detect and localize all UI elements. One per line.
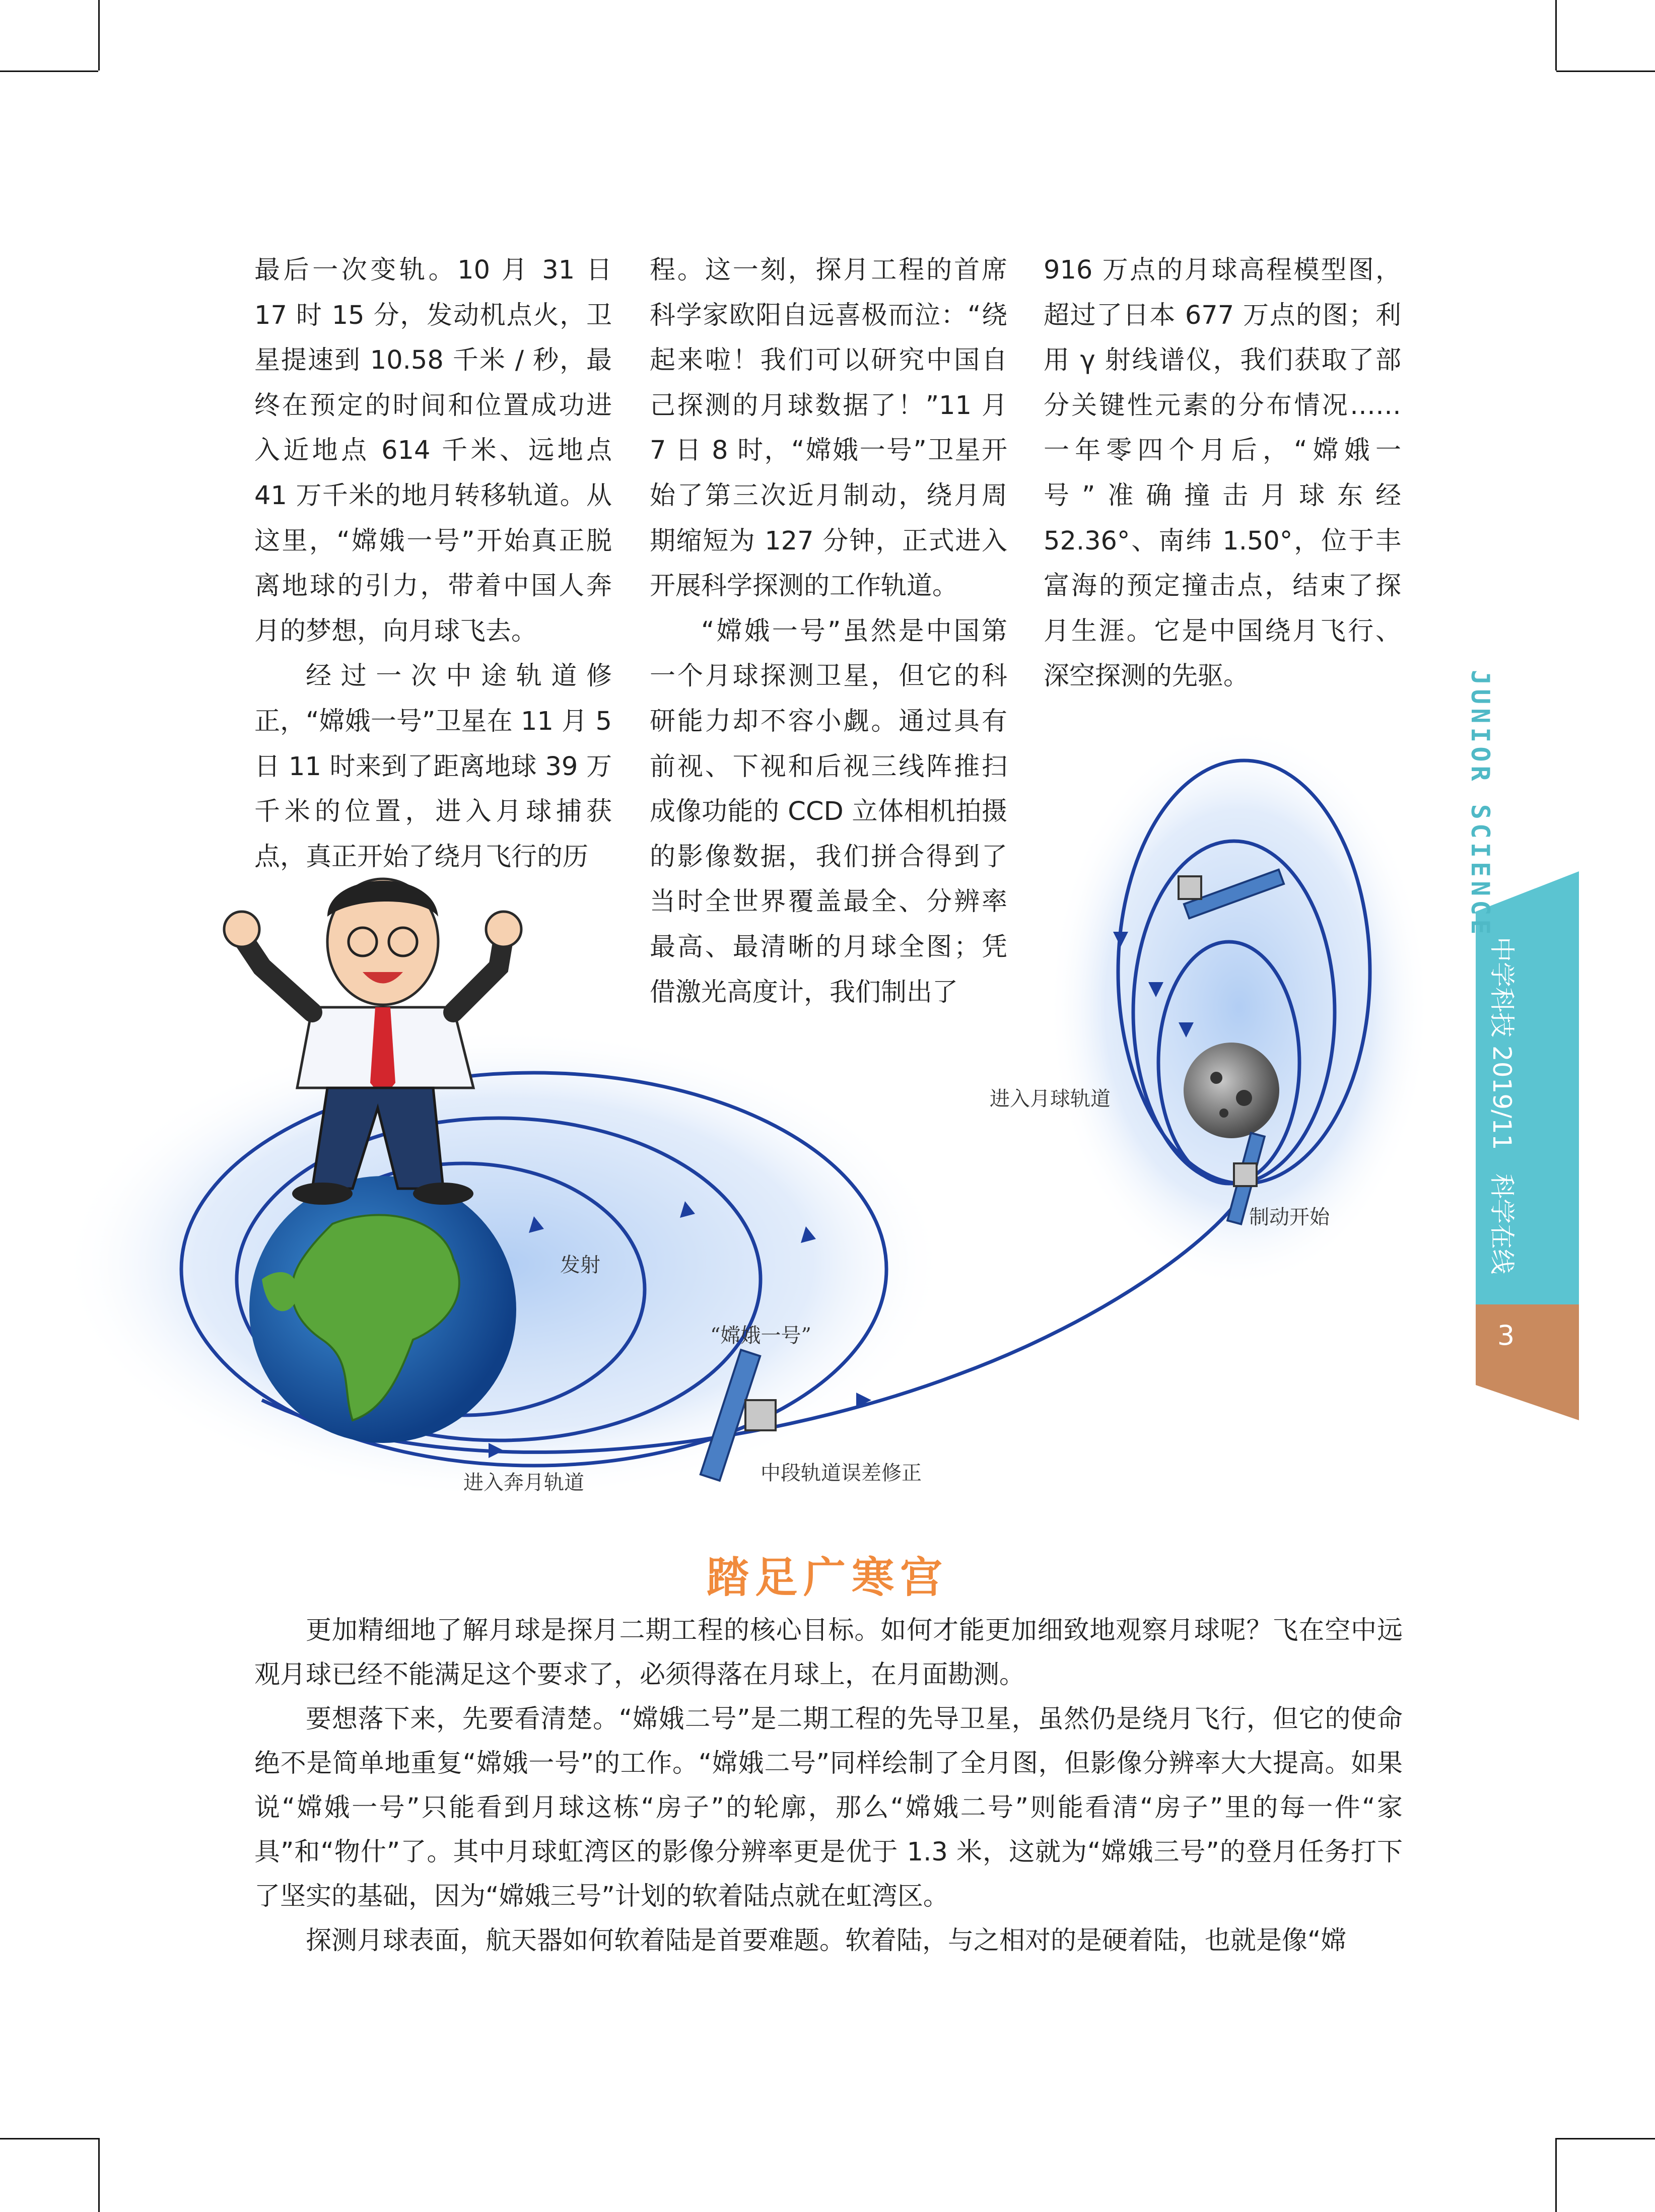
caption-midcourse: 中段轨道误差修正 bbox=[761, 1462, 922, 1485]
paragraph: “嫦娥一号”虽然是中国第一个月球探测卫星，但它的科研能力却不容小觑。通过具有前视、下视和后视三线阵推扫成像功能的 CCD 立体相机拍摄的影像数据，我们拼合得到了当时全世界覆盖最全、分辨率最高、最清晰的月球全图；凭借激光高度计，我们制出了 bbox=[650, 616, 1007, 1007]
paragraph: 程。这一刻，探月工程的首席科学家欧阳自远喜极而泣：“绕起来啦！我们可以研究中国自己探测的月球数据了！”11 月 7 日 8 时，“嫦娥一号”卫星开始了第三次近月制动，绕月周期缩短为 127 分钟，正式进入开展科学探测的工作轨道。 bbox=[650, 255, 1007, 601]
paragraph: 经过一次中途轨道修正，“嫦娥一号”卫星在 11 月 5 日 11 时来到了距离地球 39 万千米的位置，进入月球捕获点，真正开始了绕月飞行的历 bbox=[254, 661, 612, 872]
paragraph: 916 万点的月球高程模型图，超过了日本 677 万点的图；利用 γ 射线谱仪，我们获取了部分关键性元素的分布情况……一年零四个月后，“嫦娥一号”准确撞击月球东经 52.36°、南纬 1.50°，位于丰富海的预定撞击点，结束了探月生涯。它是中国绕月飞行、深空探测的先驱。 bbox=[1044, 255, 1401, 692]
moon-icon bbox=[1184, 1043, 1279, 1138]
section-heading: 踏足广寒宫 bbox=[706, 1552, 948, 1602]
paragraph: 要想落下来，先要看清楚。“嫦娥二号”是二期工程的先导卫星，虽然仍是绕月飞行，但它的使命绝不是简单地重复“嫦娥一号”的工作。“嫦娥二号”同样绘制了全月图，但影像分辨率大大提高。如果说“嫦娥一号”只能看到月球这栋“房子”的轮廓，那么“嫦娥二号”则能看清“房子”里的每一件“家具”和“物什”了。其中月球虹湾区的影像分辨率更是优于 1.3 米，这就为“嫦娥三号”的登月任务打下了坚实的基础，因为“嫦娥三号”计划的软着陆点就在虹湾区。 bbox=[254, 1704, 1403, 1911]
sidebar-magazine: 中学科技 2019/11 bbox=[1487, 937, 1516, 1150]
paragraph: 最后一次变轨。10 月 31 日 17 时 15 分，发动机点火，卫星提速到 10.58 千米 / 秒，最终在预定的时间和位置成功进入近地点 614 千米、远地点 41 万千米的地月转移轨道。从这里，“嫦娥一号”开始真正脱离地球的引力，带着中国人奔月的梦想，向月球飞去。 bbox=[254, 255, 612, 646]
caption-enter-transfer: 进入奔月轨道 bbox=[463, 1471, 584, 1494]
caption-launch: 发射 bbox=[560, 1254, 600, 1277]
caption-braking: 制动开始 bbox=[1249, 1206, 1330, 1229]
sidebar-column-name: 科学在线 bbox=[1487, 1173, 1516, 1274]
paragraph: 探测月球表面，航天器如何软着陆是首要难题。软着陆，与之相对的是硬着陆，也就是像“嫦 bbox=[306, 1926, 1347, 1956]
paragraph: 更加精细地了解月球是探月二期工程的核心目标。如何才能更加细致地观察月球呢？飞在空中远观月球已经不能满足这个要求了，必须得落在月球上，在月面勘测。 bbox=[254, 1616, 1403, 1690]
caption-enter-lunar: 进入月球轨道 bbox=[990, 1087, 1111, 1111]
earth-icon bbox=[249, 1176, 516, 1443]
caption-satellite: “嫦娥一号” bbox=[710, 1324, 811, 1347]
sidebar-english: JUNIOR SCIENCE bbox=[1466, 670, 1495, 939]
section-body bbox=[254, 1609, 1403, 1963]
page-number: 3 bbox=[1497, 1320, 1515, 1351]
